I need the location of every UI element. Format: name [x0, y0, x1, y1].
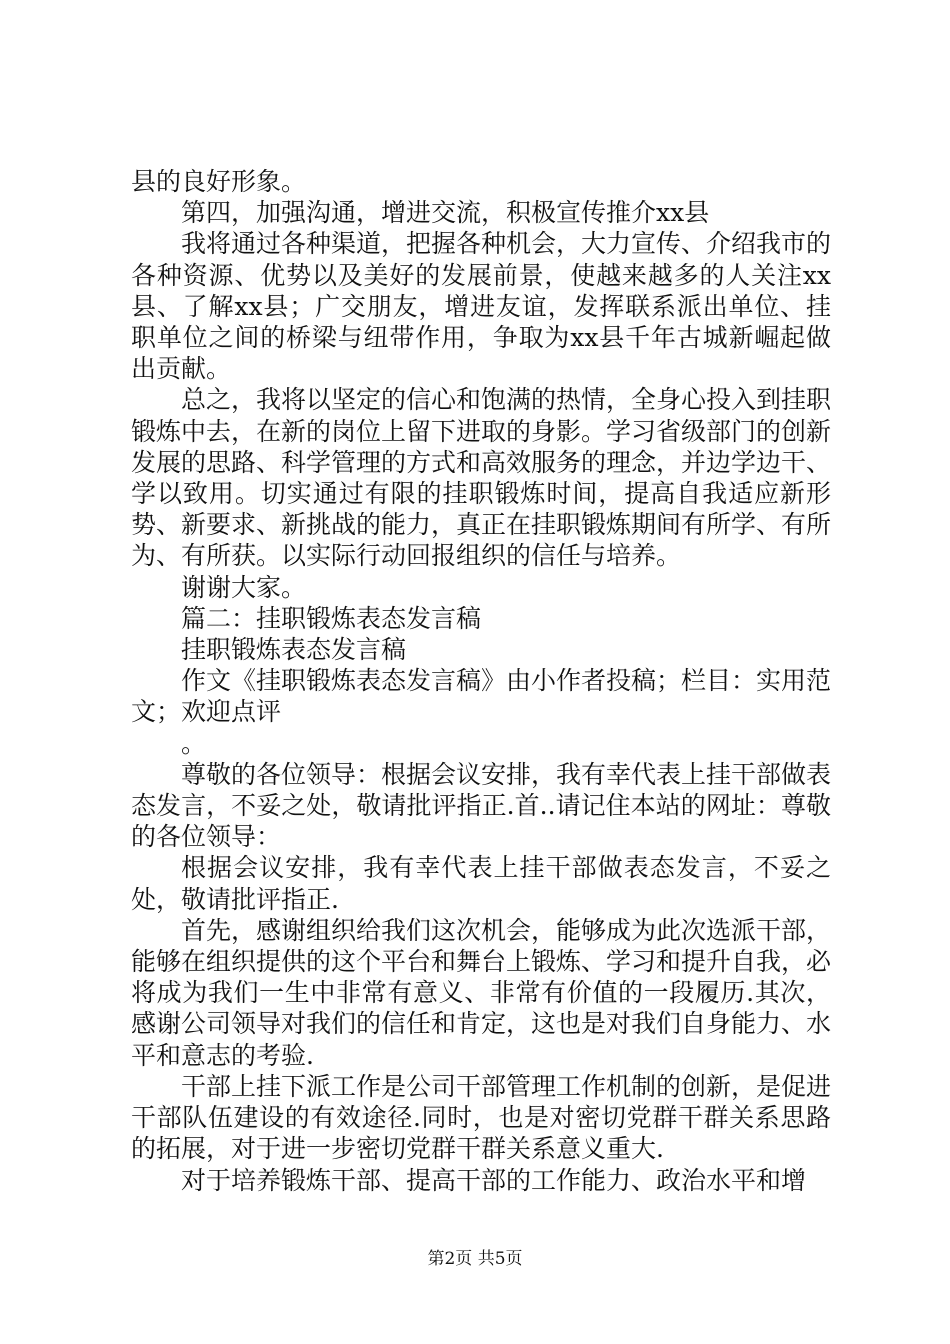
paragraph: 总之，我将以坚定的信心和饱满的热情，全身心投入到挂职锻炼中去，在新的岗位上留下进取的身影。学习省级部门的创新发展的思路、科学管理的方式和高效服务的理念，并边学边干、学以致用。切实通过有限的挂职锻炼时间，提高自我适应新形势、新要求、新挑战的能力，真正在挂职锻炼期间有所学、有所为、有所获。以实际行动回报组织的信任与培养。: [131, 385, 832, 571]
page-number: 第2页 共5页: [427, 1249, 523, 1269]
paragraph: 首先，感谢组织给我们这次机会，能够成为此次选派干部，能够在组织提供的这个平台和舞台上锻炼、学习和提升自我，必将成为我们一生中非常有意义、非常有价值的一段履历.其次，感谢公司领导对我们的信任和肯定，这也是对我们自身能力、水平和意志的考验.: [131, 915, 832, 1070]
paragraph: 干部上挂下派工作是公司干部管理工作机制的创新，是促进干部队伍建设的有效途径.同时，也是对密切党群干群关系思路的拓展，对于进一步密切党群干群关系意义重大.: [131, 1071, 832, 1164]
paragraph: 。: [181, 728, 207, 758]
section-heading: 篇二：挂职锻炼表态发言稿: [181, 603, 482, 633]
paragraph: 根据会议安排，我有幸代表上挂干部做表态发言，不妥之处，敬请批评指正.: [131, 853, 831, 914]
paragraph: 对于培养锻炼干部、提高干部的工作能力、政治水平和增: [181, 1165, 807, 1195]
paragraph: 尊敬的各位领导：根据会议安排，我有幸代表上挂干部做表态发言，不妥之处，敬请批评指正.首..请记住本站的网址：尊敬的各位领导：: [131, 759, 832, 852]
paragraph: 县的良好形象。: [131, 167, 307, 196]
paragraph: 第四，加强沟通，增进交流，积极宣传推介xx县: [181, 198, 710, 228]
paragraph: 我将通过各种渠道，把握各种机会，大力宣传、介绍我市的各种资源、优势以及美好的发展前景，使越来越多的人关注xx县、了解xx县；广交朋友，增进友谊，发挥联系派出单位、挂职单位之间的桥梁与纽带作用，争取为xx县千年古城新崛起做出贡献。: [131, 229, 832, 384]
paragraph: 谢谢大家。: [181, 572, 307, 602]
document-body: [131, 166, 831, 1196]
article-title: 挂职锻炼表态发言稿: [181, 635, 407, 665]
paragraph: 作文《挂职锻炼表态发言稿》由小作者投稿；栏目：实用范文；欢迎点评: [131, 666, 832, 727]
